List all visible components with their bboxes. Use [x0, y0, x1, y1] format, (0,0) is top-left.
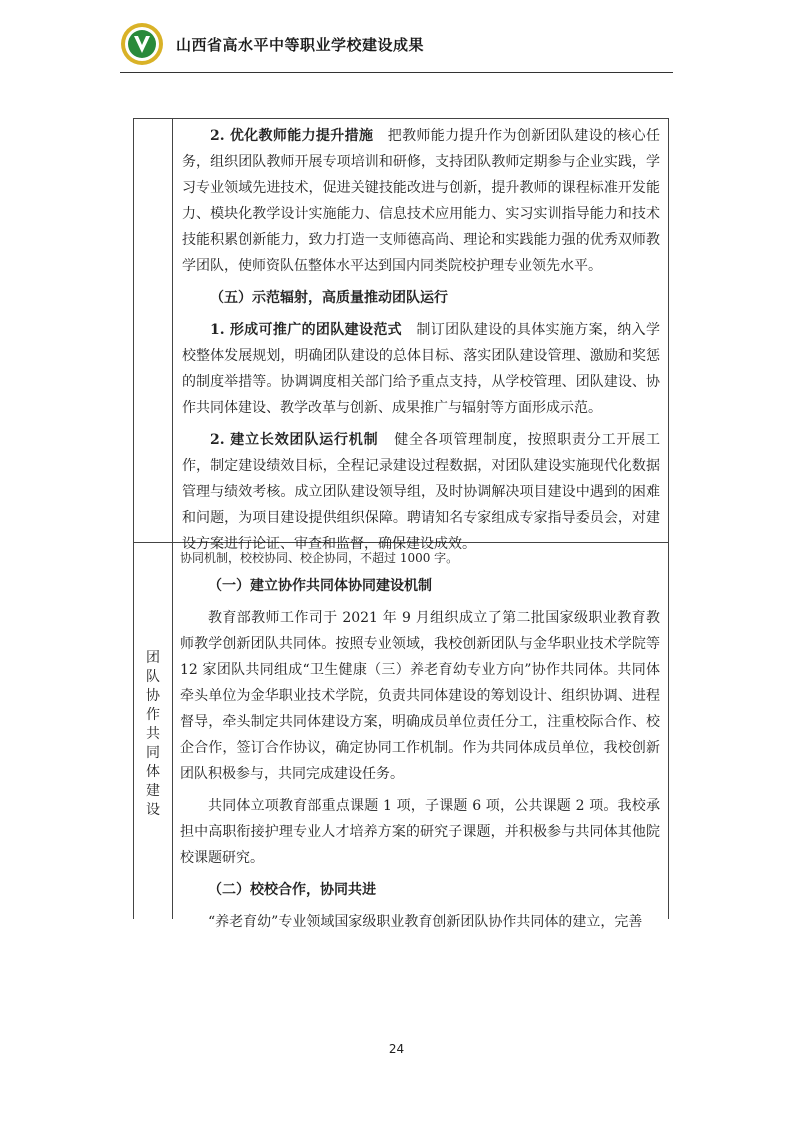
- paragraph-heading: 2. 优化教师能力提升措施: [210, 128, 374, 144]
- paragraph-projects: 共同体立项教育部重点课题 1 项，子课题 6 项，公共课题 2 项。我校承担中高职衔接护理专业人才培养方案的研究子课题，并积极参与共同体其他院校课题研究。: [180, 798, 660, 866]
- label-char: 建: [146, 783, 160, 799]
- paragraph-teacher-ability: [182, 123, 660, 279]
- paragraph-team-model: [182, 317, 660, 421]
- label-char: 设: [146, 802, 160, 818]
- header-divider: [120, 72, 673, 73]
- paragraph-long-term-mechanism: [182, 427, 660, 557]
- table-column-divider: [172, 119, 173, 919]
- paragraph-text: 健全各项管理制度，按照职责分工开展工作，制定建设绩效目标，全程记录建设过程数据，对团队建设实施现代化数据管理与绩效考核。成立团队建设领导组，及时协调解决项目建设中遇到的困难和问题，为项目建设提供组织保障。聘请知名专家组成专家指导委员会，对建设方案进行论证、审查和监督，确保建设成效。: [182, 432, 661, 552]
- paragraph-text: 制订团队建设的具体实施方案，纳入学校整体发展规划，明确团队建设的总体目标、落实团队建设管理、激励和奖惩的制度举措等。协调调度相关部门给予重点支持，从学校管理、团队建设、协作共同体建设、教学改革与创新、成果推广与辐射等方面形成示范。: [182, 322, 660, 416]
- top-cell-content: [182, 123, 660, 557]
- label-char: 团: [146, 650, 160, 666]
- section-title-five: （五）示范辐射，高质量推动团队运行: [210, 290, 448, 306]
- instruction-note: 协同机制，校校协同、校企协同，不超过 1000 字。: [180, 551, 459, 565]
- page-number: 24: [388, 1042, 405, 1056]
- label-char: 共: [146, 726, 160, 742]
- paragraph-text: 把教师能力提升作为创新团队建设的核心任务，组织团队教师开展专项培训和研修，支持团队教师定期参与企业实践，学习专业领域先进技术，促进关键技能改进与创新，提升教师的课程标准开发能力、模块化教学设计实施能力、信息技术应用能力、实习实训指导能力和技术技能积累创新能力，致力打造一支师德高尚、理论和实践能力强的优秀双师教学团队，使师资队伍整体水平达到国内同类院校护理专业领先水平。: [182, 128, 660, 274]
- label-char: 作: [146, 707, 160, 723]
- row-label-team-collaboration: [134, 649, 172, 820]
- header-title: 山西省高水平中等职业学校建设成果: [176, 36, 425, 54]
- content-table: [133, 118, 669, 930]
- page-header: [120, 22, 673, 72]
- paragraph-heading: 2. 建立长效团队运行机制: [210, 432, 379, 448]
- label-char: 同: [146, 745, 160, 761]
- label-char: 体: [146, 764, 160, 780]
- label-char: 协: [146, 688, 160, 704]
- school-logo-icon: [120, 22, 164, 66]
- paragraph-heading: 1. 形成可推广的团队建设范式: [210, 322, 403, 338]
- paragraph-school-cooperation: “养老育幼”专业领域国家级职业教育创新团队协作共同体的建立，完善: [208, 914, 643, 930]
- section-title-one: （一）建立协作共同体协同建设机制: [208, 578, 432, 594]
- section-title-two: （二）校校合作，协同共进: [208, 882, 376, 898]
- label-char: 队: [146, 669, 160, 685]
- paragraph-community-mechanism: 教育部教师工作司于 2021 年 9 月组织成立了第二批国家级职业教育教师教学创新团队共同体。按照专业领域，我校创新团队与金华职业技术学院等 12 家团队共同组成“卫生健康（三）养老育幼专业方向”协作共同体。共同体牵头单位为金华职业技术学院，负责共同体建设的筹划设计、组织协调、进程督导，牵头制定共同体建设方案，明确成员单位责任分工，注重校际合作、校企合作，签订合作协议，确定协同工作机制。作为共同体成员单位，我校创新团队积极参与，共同完成建设任务。: [180, 610, 660, 782]
- bottom-cell-content: [180, 549, 660, 935]
